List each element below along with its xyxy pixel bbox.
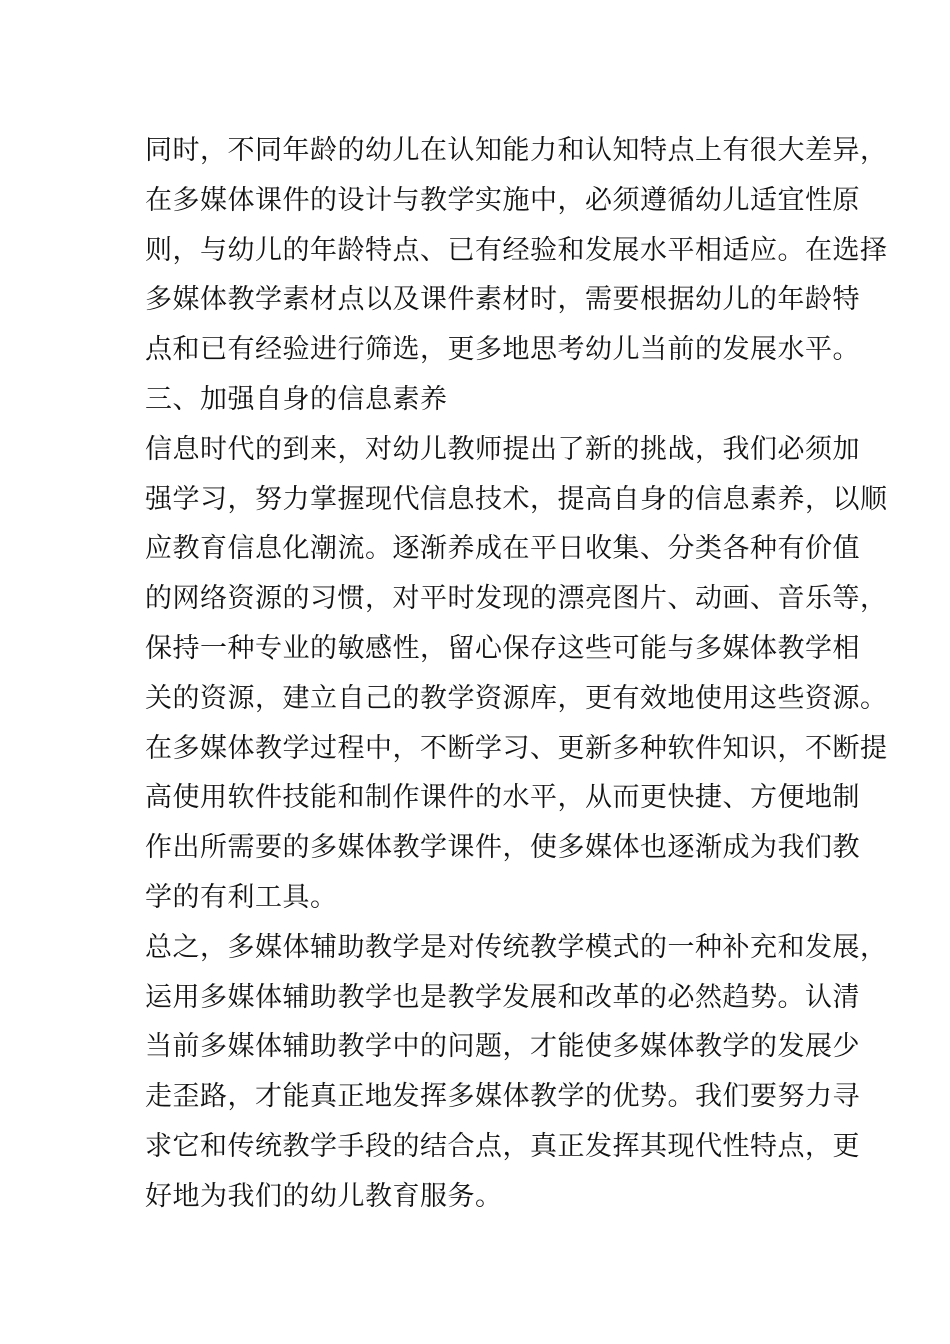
text-line: 应教育信息化潮流。逐渐养成在平日收集、分类各种有价值 xyxy=(145,533,860,565)
text-line: 总之，多媒体辅助教学是对传统教学模式的一种补充和发展， xyxy=(145,931,888,963)
text-line: 点和已有经验进行筛选，更多地思考幼儿当前的发展水平。 xyxy=(145,334,860,366)
text-line: 求它和传统教学手段的结合点，真正发挥其现代性特点，更 xyxy=(145,1130,860,1162)
text-line: 高使用软件技能和制作课件的水平，从而更快捷、方便地制 xyxy=(145,782,860,814)
text-line: 作出所需要的多媒体教学课件，使多媒体也逐渐成为我们教 xyxy=(145,832,860,864)
text-line: 好地为我们的幼儿教育服务。 xyxy=(145,1180,503,1212)
text-line: 运用多媒体辅助教学也是教学发展和改革的必然趋势。认清 xyxy=(145,981,860,1013)
text-line: 信息时代的到来，对幼儿教师提出了新的挑战，我们必须加 xyxy=(145,433,860,465)
text-line: 保持一种专业的敏感性，留心保存这些可能与多媒体教学相 xyxy=(145,632,860,664)
text-line: 同时，不同年龄的幼儿在认知能力和认知特点上有很大差异， xyxy=(145,135,888,166)
text-line: 在多媒体教学过程中，不断学习、更新多种软件知识，不断提 xyxy=(145,732,888,764)
text-line: 在多媒体课件的设计与教学实施中，必须遵循幼儿适宜性原 xyxy=(145,184,860,216)
text-line: 的网络资源的习惯，对平时发现的漂亮图片、动画、音乐等， xyxy=(145,583,888,615)
text-line: 多媒体教学素材点以及课件素材时，需要根据幼儿的年龄特 xyxy=(145,284,860,316)
text-line: 走歪路，才能真正地发挥多媒体教学的优势。我们要努力寻 xyxy=(145,1081,860,1113)
text-line: 当前多媒体辅助教学中的问题，才能使多媒体教学的发展少 xyxy=(145,1031,860,1063)
text-line: 学的有利工具。 xyxy=(145,881,338,913)
text-line: 则，与幼儿的年龄特点、已有经验和发展水平相适应。在选择 xyxy=(145,234,888,266)
body-text xyxy=(145,126,888,1222)
section-heading: 三、加强自身的信息素养 xyxy=(145,383,448,415)
text-line: 强学习，努力掌握现代信息技术，提高自身的信息素养，以顺 xyxy=(145,483,888,515)
text-line: 关的资源，建立自己的教学资源库，更有效地使用这些资源。 xyxy=(145,682,888,714)
